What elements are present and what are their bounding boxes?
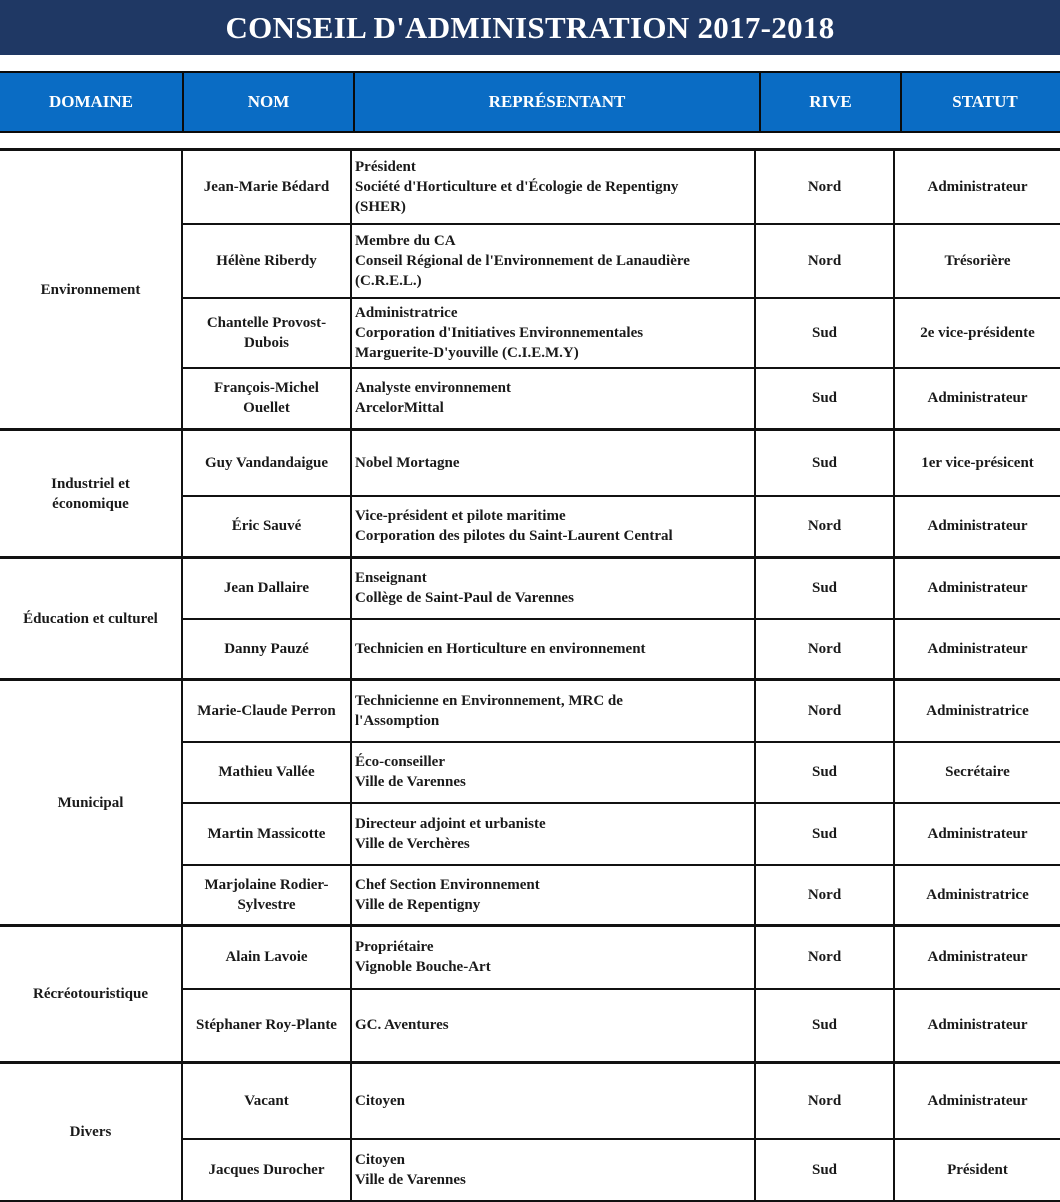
status-cell: 1er vice-présicent: [894, 430, 1060, 496]
name-cell: Éric Sauvé: [182, 496, 351, 558]
shore-cell: Nord: [755, 680, 894, 742]
representative-cell: Chef Section Environnement Ville de Repentigny: [351, 865, 755, 926]
status-cell: 2e vice-présidente: [894, 298, 1060, 368]
status-cell: Administrateur: [894, 619, 1060, 680]
name-cell: Marjolaine Rodier- Sylvestre: [182, 865, 351, 926]
name-cell: Hélène Riberdy: [182, 224, 351, 298]
table-header: [0, 71, 1060, 133]
representative-cell: Président Société d'Horticulture et d'Écologie de Repentigny (SHER): [351, 150, 755, 224]
name-cell: Jean Dallaire: [182, 558, 351, 619]
name-cell: Danny Pauzé: [182, 619, 351, 680]
name-cell: François-Michel Ouellet: [182, 368, 351, 430]
status-cell: Trésorière: [894, 224, 1060, 298]
status-cell: Administrateur: [894, 558, 1060, 619]
shore-cell: Sud: [755, 558, 894, 619]
shore-cell: Sud: [755, 1139, 894, 1201]
representative-cell: Vice-président et pilote maritime Corporation des pilotes du Saint-Laurent Central: [351, 496, 755, 558]
column-header-statut: STATUT: [902, 73, 1060, 131]
column-header-representant: REPRÉSENTANT: [355, 73, 759, 131]
representative-cell: Citoyen: [351, 1063, 755, 1139]
shore-cell: Sud: [755, 298, 894, 368]
name-cell: Jean-Marie Bédard: [182, 150, 351, 224]
name-cell: Vacant: [182, 1063, 351, 1139]
name-cell: Alain Lavoie: [182, 926, 351, 989]
status-cell: Administrateur: [894, 150, 1060, 224]
name-cell: Marie-Claude Perron: [182, 680, 351, 742]
status-cell: Administratrice: [894, 865, 1060, 926]
shore-cell: Nord: [755, 496, 894, 558]
domain-cell: Récréotouristique: [0, 926, 182, 1063]
table-row: [0, 558, 1060, 619]
shore-cell: Nord: [755, 865, 894, 926]
status-cell: Administrateur: [894, 368, 1060, 430]
table-row: [0, 680, 1060, 742]
representative-cell: Enseignant Collège de Saint-Paul de Varennes: [351, 558, 755, 619]
shore-cell: Sud: [755, 430, 894, 496]
representative-cell: Membre du CA Conseil Régional de l'Environnement de Lanaudière (C.R.E.L.): [351, 224, 755, 298]
shore-cell: Sud: [755, 742, 894, 803]
board-table: [0, 148, 1060, 1202]
page-title: CONSEIL D'ADMINISTRATION 2017-2018: [0, 0, 1060, 55]
status-cell: Administrateur: [894, 496, 1060, 558]
shore-cell: Sud: [755, 803, 894, 865]
shore-cell: Nord: [755, 1063, 894, 1139]
shore-cell: Nord: [755, 926, 894, 989]
status-cell: Président: [894, 1139, 1060, 1201]
table-row: [0, 430, 1060, 496]
name-cell: Chantelle Provost- Dubois: [182, 298, 351, 368]
representative-cell: Analyste environnement ArcelorMittal: [351, 368, 755, 430]
table-row: [0, 926, 1060, 989]
representative-cell: Éco-conseiller Ville de Varennes: [351, 742, 755, 803]
column-header-rive: RIVE: [761, 73, 900, 131]
name-cell: Martin Massicotte: [182, 803, 351, 865]
table-row: [0, 150, 1060, 224]
domain-cell: Éducation et culturel: [0, 558, 182, 680]
status-cell: Administrateur: [894, 926, 1060, 989]
status-cell: Administrateur: [894, 1063, 1060, 1139]
status-cell: Secrétaire: [894, 742, 1060, 803]
representative-cell: Propriétaire Vignoble Bouche-Art: [351, 926, 755, 989]
status-cell: Administratrice: [894, 680, 1060, 742]
representative-cell: GC. Aventures: [351, 989, 755, 1063]
representative-cell: Technicienne en Environnement, MRC de l'Assomption: [351, 680, 755, 742]
domain-cell: Divers: [0, 1063, 182, 1201]
domain-cell: Municipal: [0, 680, 182, 926]
representative-cell: Citoyen Ville de Varennes: [351, 1139, 755, 1201]
representative-cell: Nobel Mortagne: [351, 430, 755, 496]
representative-cell: Directeur adjoint et urbaniste Ville de Verchères: [351, 803, 755, 865]
name-cell: Jacques Durocher: [182, 1139, 351, 1201]
status-cell: Administrateur: [894, 803, 1060, 865]
representative-cell: Administratrice Corporation d'Initiatives Environnementales Marguerite-D'youville (C.I.E.M.Y): [351, 298, 755, 368]
name-cell: Mathieu Vallée: [182, 742, 351, 803]
name-cell: Stéphaner Roy-Plante: [182, 989, 351, 1063]
domain-cell: Industriel et économique: [0, 430, 182, 558]
name-cell: Guy Vandandaigue: [182, 430, 351, 496]
domain-cell: Environnement: [0, 150, 182, 430]
column-header-domaine: DOMAINE: [0, 73, 182, 131]
shore-cell: Nord: [755, 619, 894, 680]
shore-cell: Sud: [755, 989, 894, 1063]
status-cell: Administrateur: [894, 989, 1060, 1063]
representative-cell: Technicien en Horticulture en environnement: [351, 619, 755, 680]
shore-cell: Nord: [755, 224, 894, 298]
shore-cell: Nord: [755, 150, 894, 224]
column-header-nom: NOM: [184, 73, 353, 131]
table-row: [0, 1063, 1060, 1139]
shore-cell: Sud: [755, 368, 894, 430]
